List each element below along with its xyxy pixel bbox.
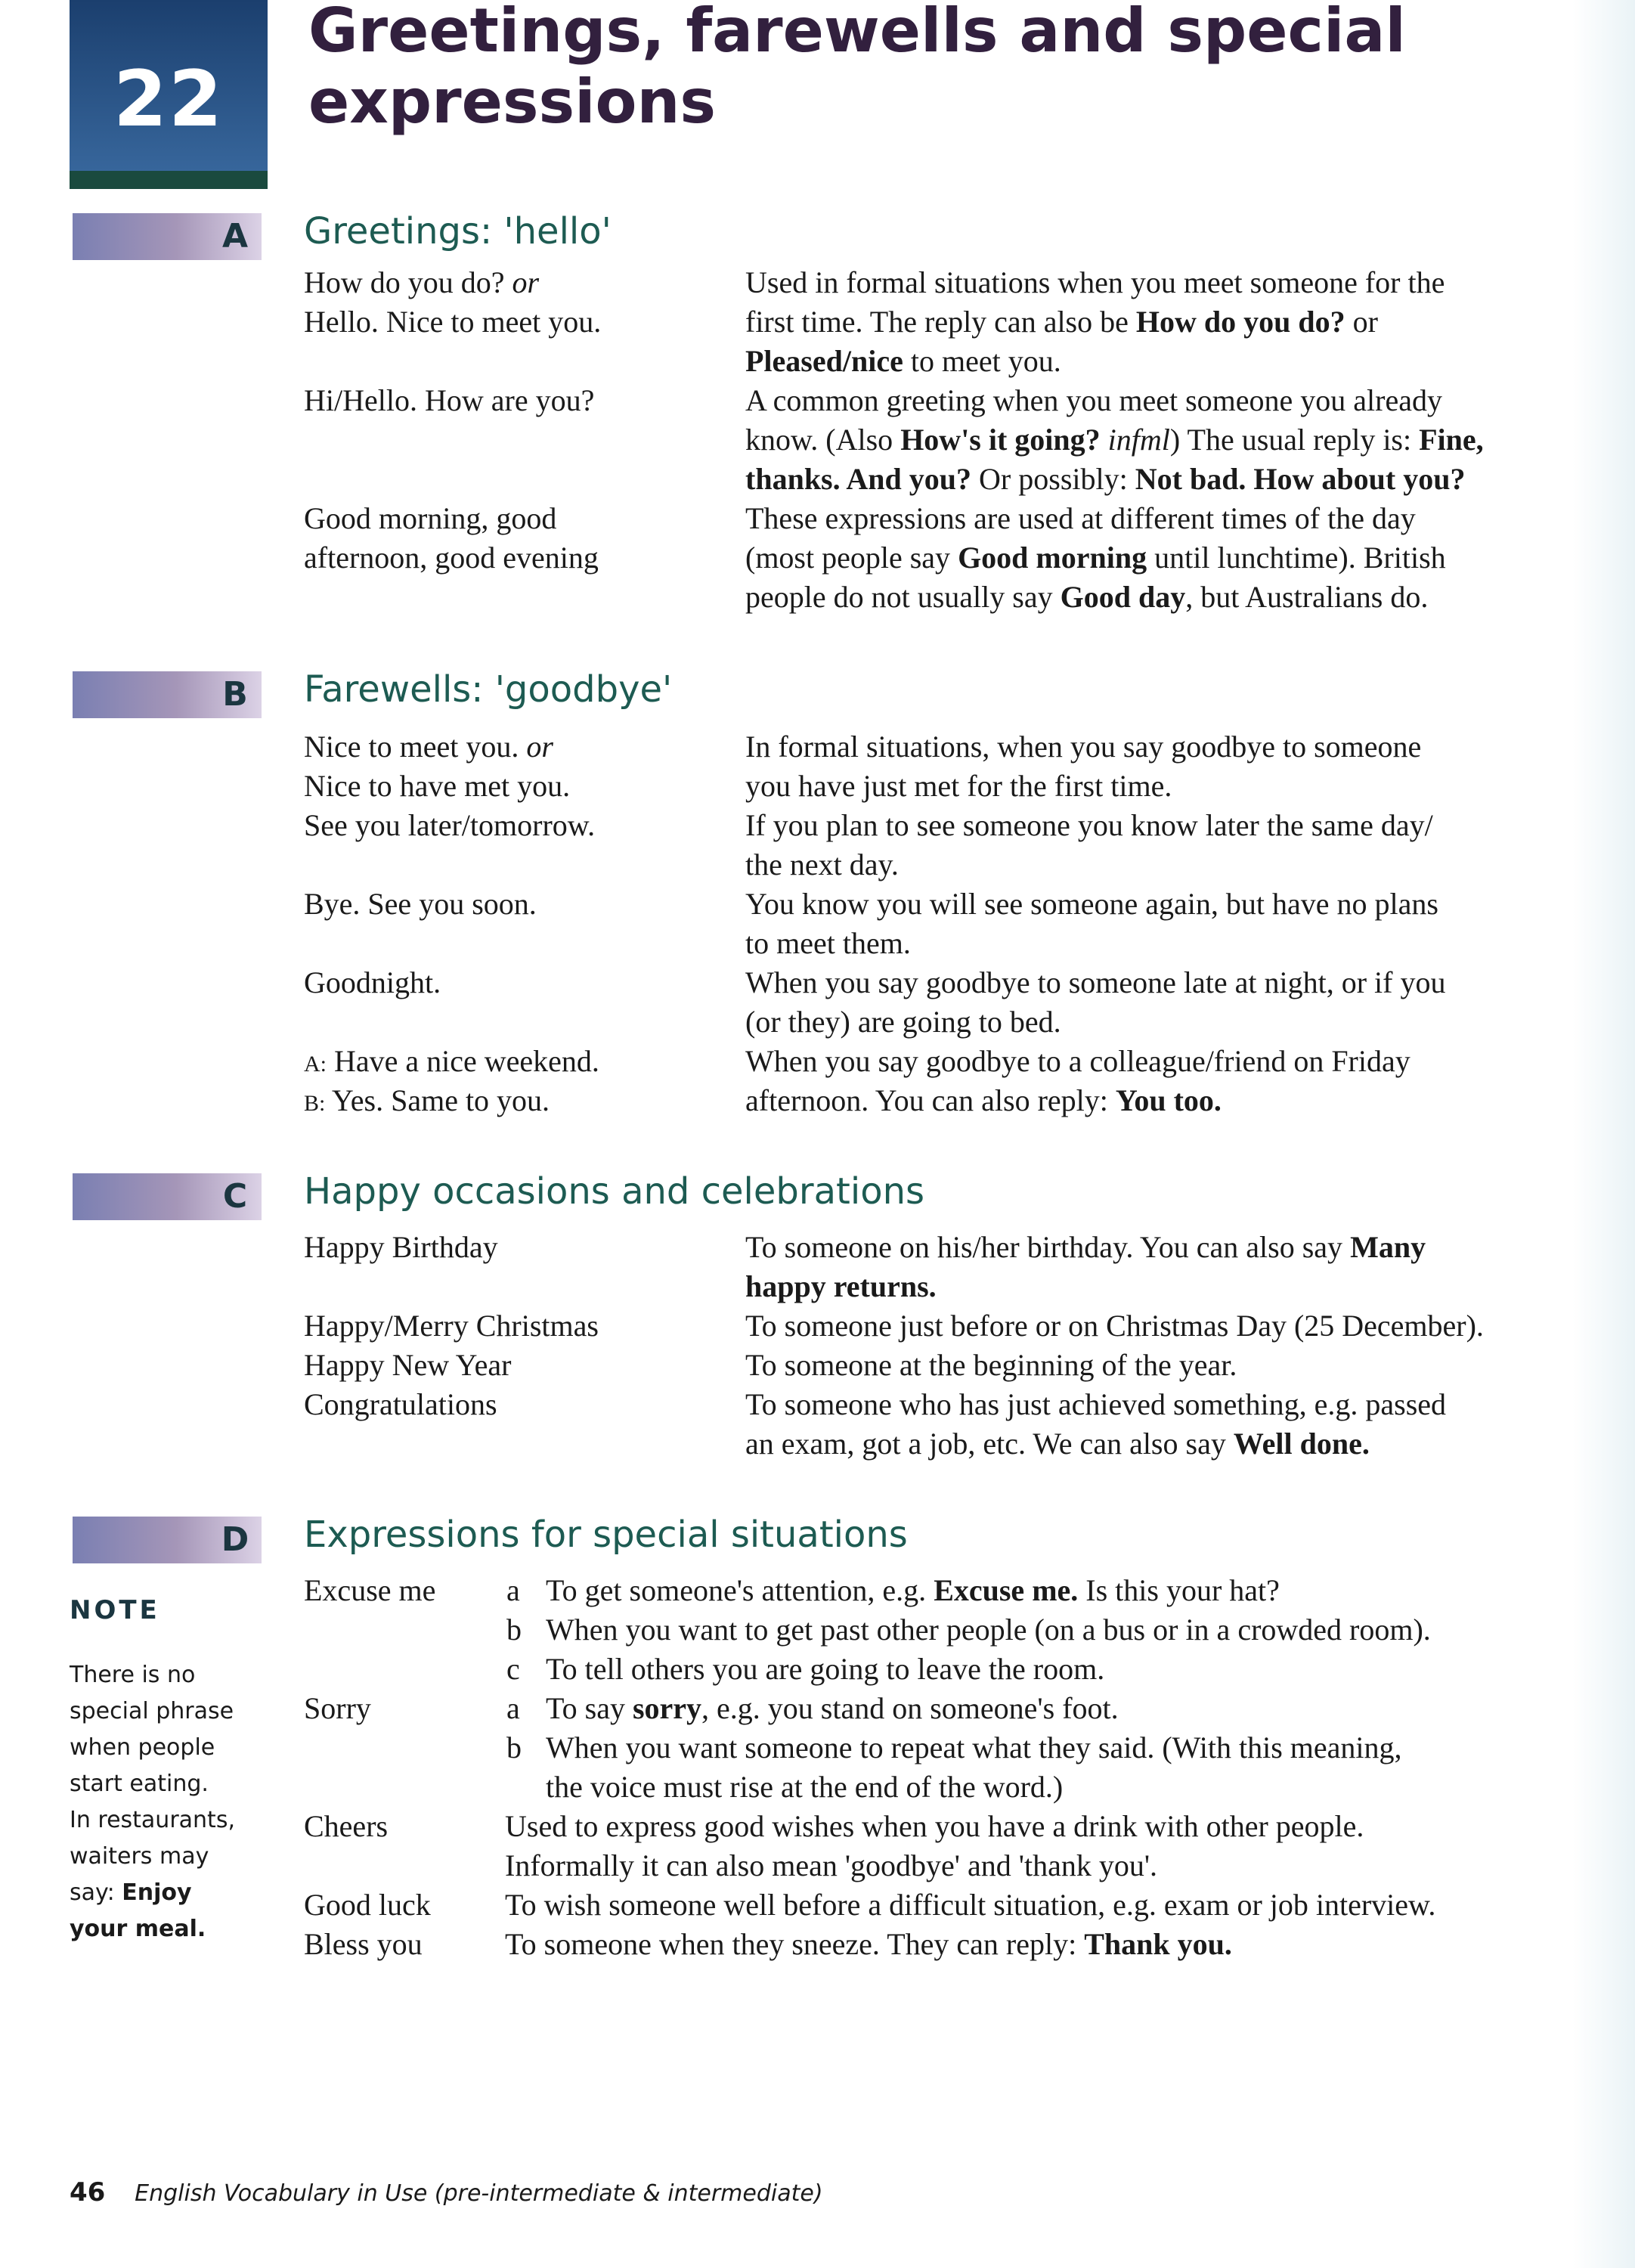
section-b-desc-1: In formal situations, when you say goodbye to someone you have just met for the first time. — [745, 730, 1422, 803]
section-d-item-1a: To get someone's attention, e.g. Excuse me. Is this your hat? — [546, 1573, 1280, 1607]
section-c-term-1: Happy Birthday — [304, 1230, 498, 1264]
unit-number: 22 — [113, 54, 224, 144]
section-a-letter: A — [221, 217, 249, 256]
section-a-tab — [73, 213, 262, 260]
section-d-desc-4: To wish someone well before a difficult situation, e.g. exam or job interview. — [505, 1888, 1436, 1922]
section-c-heading: Happy occasions and celebrations — [304, 1170, 924, 1213]
section-b-letter: B — [222, 675, 248, 714]
unit-number-box — [70, 0, 268, 189]
section-d-desc-5: To someone when they sneeze. They can reply: Thank you. — [505, 1927, 1232, 1961]
section-d-item-2b: When you want someone to repeat what they said. (With this meaning, the voice must rise at the end of the word.) — [546, 1730, 1402, 1804]
section-d-item-2a: To say sorry, e.g. you stand on someone's foot. — [546, 1691, 1119, 1725]
section-c-tab — [73, 1173, 262, 1220]
section-a-term-2: Hello. Nice to meet you. — [304, 305, 602, 339]
section-a-term-1: How do you do? or — [304, 265, 540, 299]
section-c-term-3: Happy New Year — [304, 1348, 512, 1382]
section-a-term-4: Good morning, good — [304, 501, 557, 535]
unit-title — [308, 0, 1556, 138]
unit-title-line-2: expressions — [308, 67, 717, 137]
section-a-term-3: Hi/Hello. How are you? — [304, 383, 595, 417]
page-footer — [70, 2177, 823, 2208]
section-b-tab — [73, 671, 262, 718]
note-box — [70, 1595, 265, 1958]
section-d-item-2b-letter: b — [506, 1730, 522, 1765]
section-a-heading: Greetings: 'hello' — [304, 210, 612, 253]
section-b-desc-4: When you say goodbye to someone late at night, or if you (or they) are going to bed. — [745, 965, 1446, 1039]
unit-number-underline — [70, 171, 268, 189]
section-d-item-1c-letter: c — [506, 1652, 520, 1686]
section-b-dialogue-b: B: Yes. Same to you. — [304, 1083, 550, 1117]
section-d-item-1a-letter: a — [506, 1573, 520, 1607]
note-text: There is no special phrase when people start eating. In restaurants, waiters may say: Enjoy your meal. — [70, 1662, 235, 1942]
section-c-desc-2: To someone just before or on Christmas Day (25 December). — [745, 1309, 1484, 1343]
section-c-desc-4: To someone who has just achieved something, e.g. passed an exam, got a job, etc. We can also say Well done. — [745, 1387, 1447, 1461]
section-c-desc-3: To someone at the beginning of the year. — [745, 1348, 1237, 1382]
section-b-desc-2: If you plan to see someone you know later the same day/ the next day. — [745, 808, 1433, 881]
section-c-term-4: Congratulations — [304, 1387, 497, 1421]
section-d-term-4: Good luck — [304, 1888, 431, 1922]
unit-title-line-1: Greetings, farewells and special — [308, 0, 1406, 66]
section-d-term-2: Sorry — [304, 1691, 371, 1725]
section-d-term-5: Bless you — [304, 1927, 423, 1961]
section-a-desc-3: These expressions are used at different times of the day (most people say Good morning until lunchtime). British people do not usually say Good day, but Australians do. — [745, 501, 1446, 614]
section-b-desc-3: You know you will see someone again, but have no plans to meet them. — [745, 887, 1438, 960]
section-b-term-3: See you later/tomorrow. — [304, 808, 596, 842]
section-b-heading: Farewells: 'goodbye' — [304, 668, 673, 711]
section-a-term-5: afternoon, good evening — [304, 541, 599, 575]
section-d-heading: Expressions for special situations — [304, 1514, 908, 1556]
page-number: 46 — [70, 2177, 106, 2208]
section-d-letter: D — [221, 1520, 249, 1559]
section-c-letter: C — [222, 1177, 248, 1216]
section-b-dialogue-a: A: Have a nice weekend. — [304, 1044, 599, 1078]
section-d-term-3: Cheers — [304, 1809, 389, 1843]
section-d-tab — [73, 1517, 262, 1563]
section-c-desc-1: To someone on his/her birthday. You can also say Many happy returns. — [745, 1230, 1426, 1303]
section-d-term-1: Excuse me — [304, 1573, 436, 1607]
section-b-term-2: Nice to have met you. — [304, 769, 571, 803]
section-b-term-4: Bye. See you soon. — [304, 887, 537, 921]
section-b-term-1: Nice to meet you. or — [304, 730, 553, 764]
section-d-item-1c: To tell others you are going to leave the room. — [546, 1652, 1105, 1686]
section-d-item-2a-letter: a — [506, 1691, 520, 1725]
section-a-desc-1: Used in formal situations when you meet someone for the first time. The reply can also be How do you do? or Pleased/nice to meet you. — [745, 265, 1445, 378]
section-d-desc-3: Used to express good wishes when you have a drink with other people. Informally it can also mean 'goodbye' and 'thank you'. — [505, 1809, 1364, 1882]
section-b-desc-5: When you say goodbye to a colleague/friend on Friday afternoon. You can also reply: You too. — [745, 1044, 1410, 1117]
book-title: English Vocabulary in Use (pre-intermediate & intermediate) — [135, 2180, 823, 2207]
section-d-item-1b: When you want to get past other people (on a bus or in a crowded room). — [546, 1613, 1431, 1647]
section-c-term-2: Happy/Merry Christmas — [304, 1309, 599, 1343]
section-b-term-5: Goodnight. — [304, 965, 441, 999]
section-d-item-1b-letter: b — [506, 1613, 522, 1647]
section-a-desc-2: A common greeting when you meet someone you already know. (Also How's it going? infml) The usual reply is: Fine, thanks. And you? Or possibly: Not bad. How about you? — [745, 383, 1484, 496]
note-title: NOTE — [70, 1595, 160, 1625]
